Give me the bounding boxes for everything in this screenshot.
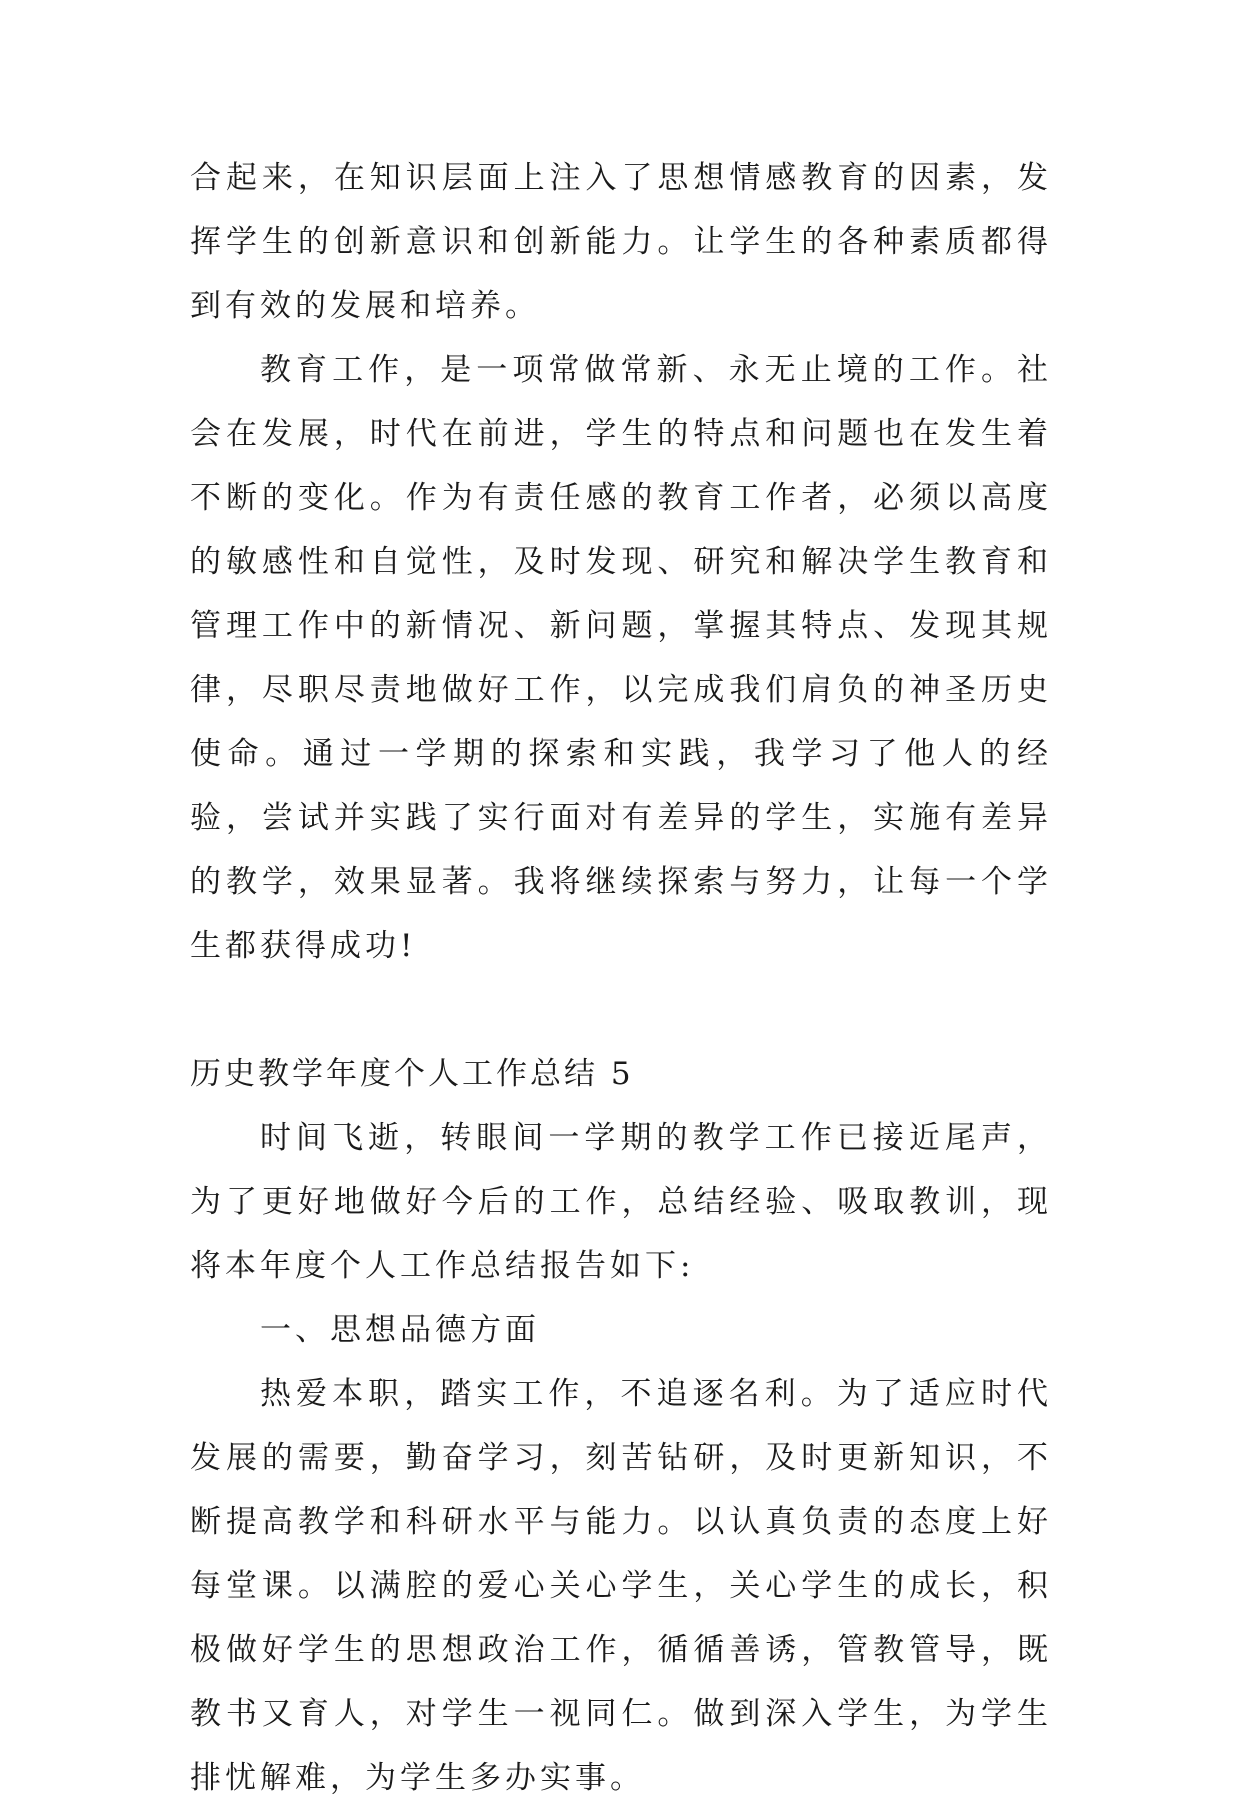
- paragraph-continuation: 合起来，在知识层面上注入了思想情感教育的因素，发挥学生的创新意识和创新能力。让学生的各种素质都得到有效的发展和培养。: [190, 160, 1052, 324]
- paragraph-moral: 热爱本职，踏实工作，不追逐名利。为了适应时代发展的需要，勤奋学习，刻苦钻研，及时更新知识，不断提高教学和科研水平与能力。以认真负责的态度上好每堂课。以满腔的爱心关心学生，关心学生的成长，积极做好学生的思想政治工作，循循善诱，管教管导，既教书又育人，对学生一视同仁。做到深入学生，为学生排忧解难，为学生多办实事。: [190, 1376, 1052, 1796]
- paragraph-education-work: 教育工作，是一项常做常新、永无止境的工作。社会在发展，时代在前进，学生的特点和问题也在发生着不断的变化。作为有责任感的教育工作者，必须以高度的敏感性和自觉性，及时发现、研究和解决学生教育和管理工作中的新情况、新问题，掌握其特点、发现其规律，尽职尽责地做好工作，以完成我们肩负的神圣历史使命。通过一学期的探索和实践，我学习了他人的经验，尝试并实践了实行面对有差异的学生，实施有差异的教学，效果显著。我将继续探索与努力，让每一个学生都获得成功!: [190, 352, 1052, 964]
- subheading-moral: 一、思想品德方面: [260, 1312, 540, 1348]
- section-title: 历史教学年度个人工作总结 5: [190, 1056, 634, 1092]
- document-body: [190, 146, 1052, 1810]
- paragraph-intro: 时间飞逝，转眼间一学期的教学工作已接近尾声，为了更好地做好今后的工作，总结经验、吸取教训，现将本年度个人工作总结报告如下:: [190, 1120, 1052, 1284]
